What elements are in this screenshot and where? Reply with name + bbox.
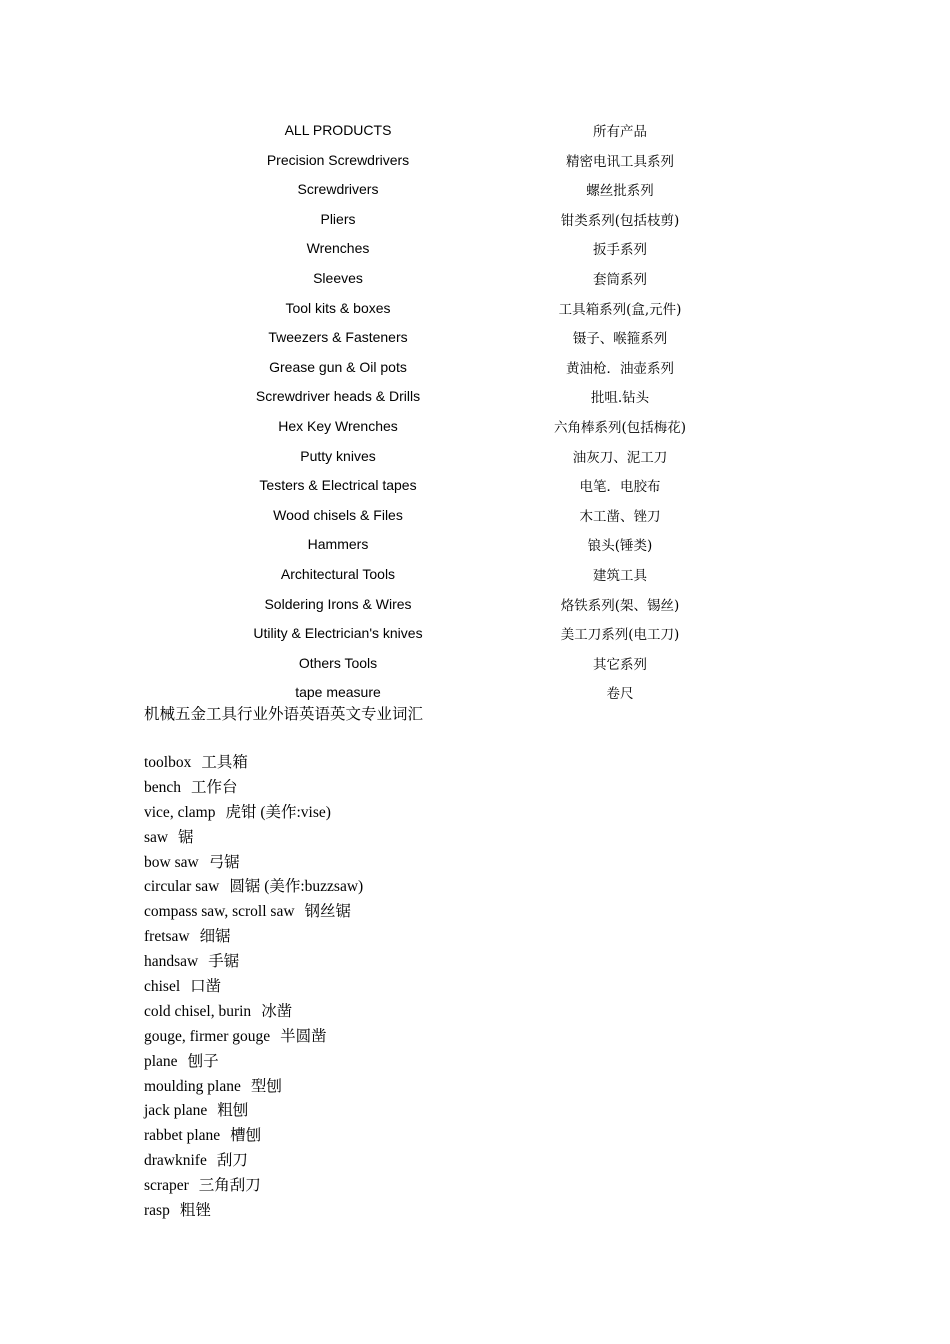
vocab-translation: 锯 [178, 828, 194, 846]
vocab-term: cold chisel, burin [144, 1002, 252, 1020]
product-english: Wood chisels & Files [273, 506, 403, 523]
vocab-item [144, 875, 844, 900]
product-row [0, 471, 950, 501]
product-chinese: 锒头(锤类) [587, 538, 653, 555]
product-chinese: 其它系列 [593, 656, 647, 673]
product-chinese: 卷尺 [606, 686, 634, 703]
vocab-term: compass saw, scroll saw [144, 903, 295, 921]
product-english: ALL PRODUCTS [284, 122, 392, 138]
product-chinese: 镊子、喉箍系列 [572, 331, 668, 348]
vocab-translation: 口凿 [190, 978, 222, 996]
vocab-translation: 冰凿 [261, 1002, 293, 1020]
product-chinese: 螺丝批系列 [586, 183, 654, 200]
product-english: Soldering Irons & Wires [264, 595, 412, 612]
vocab-term: bench [144, 778, 182, 796]
vocab-item [144, 826, 844, 851]
product-row [0, 175, 950, 205]
vocab-term: vice, clamp [144, 803, 216, 821]
product-table [0, 116, 950, 708]
vocab-item [144, 925, 844, 950]
vocab-term: scraper [144, 1177, 189, 1195]
product-chinese: 油灰刀、泥工刀 [572, 449, 668, 466]
vocab-item [144, 1000, 844, 1025]
vocab-item [144, 1025, 844, 1050]
product-row [0, 501, 950, 531]
product-row [0, 412, 950, 442]
product-chinese: 美工刀系列(电工刀) [560, 627, 680, 644]
vocab-translation: 粗刨 [217, 1102, 249, 1120]
product-english: Sleeves [313, 269, 363, 286]
product-row [0, 264, 950, 294]
product-english: Utility & Electrician's knives [253, 625, 423, 642]
product-english: Hex Key Wrenches [278, 417, 398, 434]
vocab-term: circular saw [144, 878, 220, 896]
vocab-term: handsaw [144, 953, 199, 971]
product-english: Architectural Tools [280, 565, 396, 582]
product-english: Tweezers & Fasteners [268, 329, 408, 346]
product-row [0, 530, 950, 560]
vocab-item [144, 1199, 844, 1224]
product-chinese: 批咀.钻头 [590, 390, 650, 407]
vocab-term: fretsaw [144, 928, 190, 946]
vocab-item [144, 1050, 844, 1075]
vocab-item [144, 950, 844, 975]
vocab-item [144, 801, 844, 826]
vocab-translation: 三角刮刀 [198, 1177, 261, 1195]
product-chinese: 钳类系列(包括枝剪) [560, 212, 680, 229]
vocab-term: drawknife [144, 1152, 207, 1170]
product-english: Wrenches [306, 240, 370, 257]
product-chinese: 六角棒系列(包括梅花) [553, 419, 687, 436]
product-row [0, 442, 950, 472]
vocab-term: rasp [144, 1202, 170, 1220]
product-chinese: 建筑工具 [593, 567, 647, 584]
product-english: Precision Screwdrivers [266, 151, 410, 168]
product-english: Screwdrivers [297, 181, 379, 198]
vocab-translation: 细锯 [199, 928, 231, 946]
product-row [0, 205, 950, 235]
vocab-translation: 工作台 [191, 778, 238, 796]
product-chinese: 套筒系列 [593, 271, 647, 288]
vocab-item [144, 900, 844, 925]
vocab-translation: 工具箱 [201, 754, 248, 771]
vocab-translation: 弓锯 [208, 853, 240, 871]
product-english: Screwdriver heads & Drills [255, 388, 421, 405]
product-english: Putty knives [300, 447, 376, 464]
product-row [0, 590, 950, 620]
vocabulary-list [144, 751, 844, 1224]
vocab-translation: 刮刀 [216, 1152, 248, 1170]
product-row [0, 678, 950, 708]
product-row [0, 323, 950, 353]
product-chinese: 精密电讯工具系列 [566, 153, 674, 170]
vocab-item [144, 1174, 844, 1199]
vocab-item [144, 1099, 844, 1124]
vocab-translation: 槽刨 [230, 1127, 262, 1145]
product-row [0, 294, 950, 324]
vocab-term: rabbet plane [144, 1127, 221, 1145]
product-row [0, 116, 950, 146]
vocab-item [144, 1075, 844, 1100]
product-english: Others Tools [298, 654, 378, 671]
vocab-translation: 钢丝锯 [304, 903, 352, 921]
vocab-term: saw [144, 828, 169, 846]
vocab-term: moulding plane [144, 1077, 241, 1095]
vocab-item [144, 751, 844, 776]
vocab-term: jack plane [144, 1102, 208, 1120]
product-row [0, 234, 950, 264]
vocab-item [144, 851, 844, 876]
product-english: Pliers [320, 210, 356, 227]
product-english: tape measure [295, 684, 381, 701]
product-english: Grease gun & Oil pots [269, 358, 407, 375]
product-chinese: 烙铁系列(架、锡丝) [560, 597, 680, 614]
product-chinese: 工具箱系列(盒,元件) [558, 301, 682, 318]
product-chinese: 电笔．电胶布 [579, 479, 661, 496]
vocab-translation: 圆锯 (美作:buzzsaw) [229, 878, 364, 896]
product-row [0, 146, 950, 176]
vocab-item [144, 776, 844, 801]
product-english: Hammers [307, 536, 369, 553]
vocab-term: toolbox [144, 754, 192, 771]
product-english: Tool kits & boxes [285, 299, 391, 316]
product-row [0, 560, 950, 590]
product-chinese: 黄油枪．油壶系列 [566, 360, 674, 377]
product-chinese: 木工凿、锉刀 [579, 508, 661, 525]
product-row [0, 649, 950, 679]
product-row [0, 619, 950, 649]
vocab-term: chisel [144, 978, 181, 996]
vocab-term: gouge, firmer gouge [144, 1027, 271, 1045]
product-chinese: 所有产品 [593, 124, 647, 140]
vocabulary-heading: 机械五金工具行业外语英语英文专业词汇 [144, 705, 424, 723]
vocab-term: plane [144, 1052, 178, 1070]
product-english: Testers & Electrical tapes [259, 477, 417, 494]
vocab-translation: 手锯 [208, 953, 240, 971]
vocab-translation: 虎钳 (美作:vise) [225, 803, 331, 821]
vocab-translation: 刨子 [187, 1052, 219, 1070]
vocab-item [144, 975, 844, 1000]
vocab-translation: 半圆凿 [280, 1027, 327, 1045]
vocab-item [144, 1124, 844, 1149]
vocab-item [144, 1149, 844, 1174]
product-chinese: 扳手系列 [593, 242, 647, 259]
product-row [0, 382, 950, 412]
vocab-translation: 粗锉 [179, 1202, 211, 1220]
product-row [0, 353, 950, 383]
vocab-term: bow saw [144, 853, 199, 871]
vocab-translation: 型刨 [250, 1077, 282, 1095]
